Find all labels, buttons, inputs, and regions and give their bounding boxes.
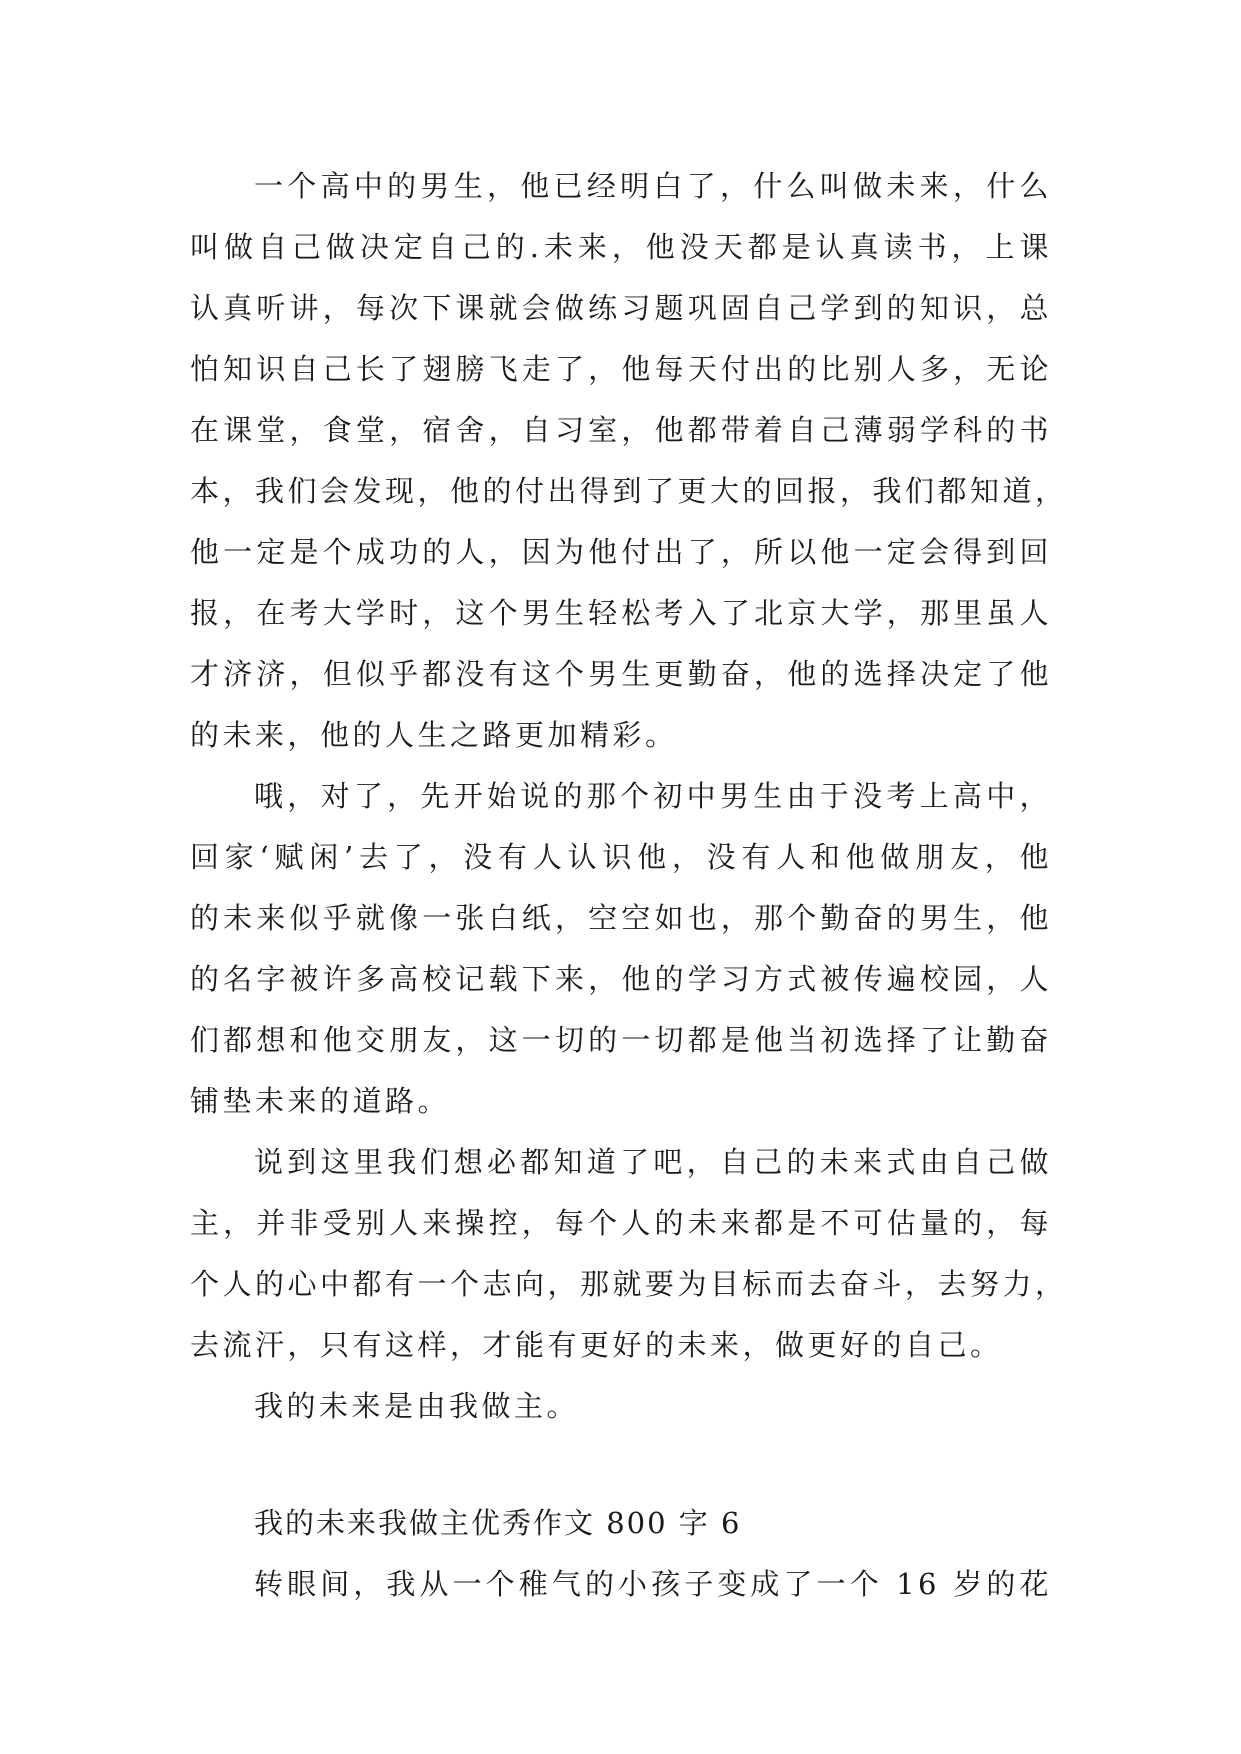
paragraph xyxy=(190,766,1052,1132)
text-line: 铺垫未来的道路。 xyxy=(190,1084,451,1118)
text-line: 个人的心中都有一个志向，那就要为目标而去奋斗，去努力， xyxy=(190,1267,1068,1301)
text-line: 的名字被许多高校记载下来，他的学习方式被传遍校园，人 xyxy=(190,962,1052,996)
text-line: 认真听讲，每次下课就会做练习题巩固自己学到的知识，总 xyxy=(190,291,1052,325)
spacer xyxy=(190,1437,1052,1493)
paragraph xyxy=(190,1132,1068,1376)
text-line: 哦，对了，先开始说的那个初中男生由于没考上高中， xyxy=(254,779,1052,813)
text-line: 说到这里我们想必都知道了吧，自己的未来式由自己做 xyxy=(254,1145,1052,1179)
paragraph xyxy=(190,156,1068,766)
text-line: 回家‘赋闲’去了，没有人认识他，没有人和他做朋友，他 xyxy=(190,840,1052,874)
text-line: 本，我们会发现，他的付出得到了更大的回报，我们都知道， xyxy=(190,474,1068,508)
text-line: 才济济，但似乎都没有这个男生更勤奋，他的选择决定了他 xyxy=(190,657,1052,691)
text-line: 怕知识自己长了翅膀飞走了，他每天付出的比别人多，无论 xyxy=(190,352,1052,386)
text-line: 的未来，他的人生之路更加精彩。 xyxy=(190,718,678,752)
text-line: 转眼间，我从一个稚气的小孩子变成了一个 16 岁的花 xyxy=(254,1567,1052,1601)
text-line: 在课堂，食堂，宿舍，自习室，他都带着自己薄弱学科的书 xyxy=(190,413,1052,447)
text-line: 主，并非受别人来操控，每个人的未来都是不可估量的，每 xyxy=(190,1206,1052,1240)
text-line: 去流汗，只有这样，才能有更好的未来，做更好的自己。 xyxy=(190,1328,1003,1362)
text-line: 叫做自己做决定自己的.未来，他没天都是认真读书，上课 xyxy=(190,230,1052,264)
text-line: 一个高中的男生，他已经明白了，什么叫做未来，什么 xyxy=(254,169,1052,203)
section-heading: 我的未来我做主优秀作文 800 字 6 xyxy=(254,1506,742,1540)
text-line: 我的未来是由我做主。 xyxy=(254,1389,580,1423)
paragraph xyxy=(190,1554,1052,1615)
document-body xyxy=(190,156,1068,1615)
text-line: 他一定是个成功的人，因为他付出了，所以他一定会得到回 xyxy=(190,535,1052,569)
paragraph xyxy=(190,1376,1052,1437)
text-line: 们都想和他交朋友，这一切的一切都是他当初选择了让勤奋 xyxy=(190,1023,1052,1057)
text-line: 报，在考大学时，这个男生轻松考入了北京大学，那里虽人 xyxy=(190,596,1052,630)
text-line: 的未来似乎就像一张白纸，空空如也，那个勤奋的男生，他 xyxy=(190,901,1052,935)
